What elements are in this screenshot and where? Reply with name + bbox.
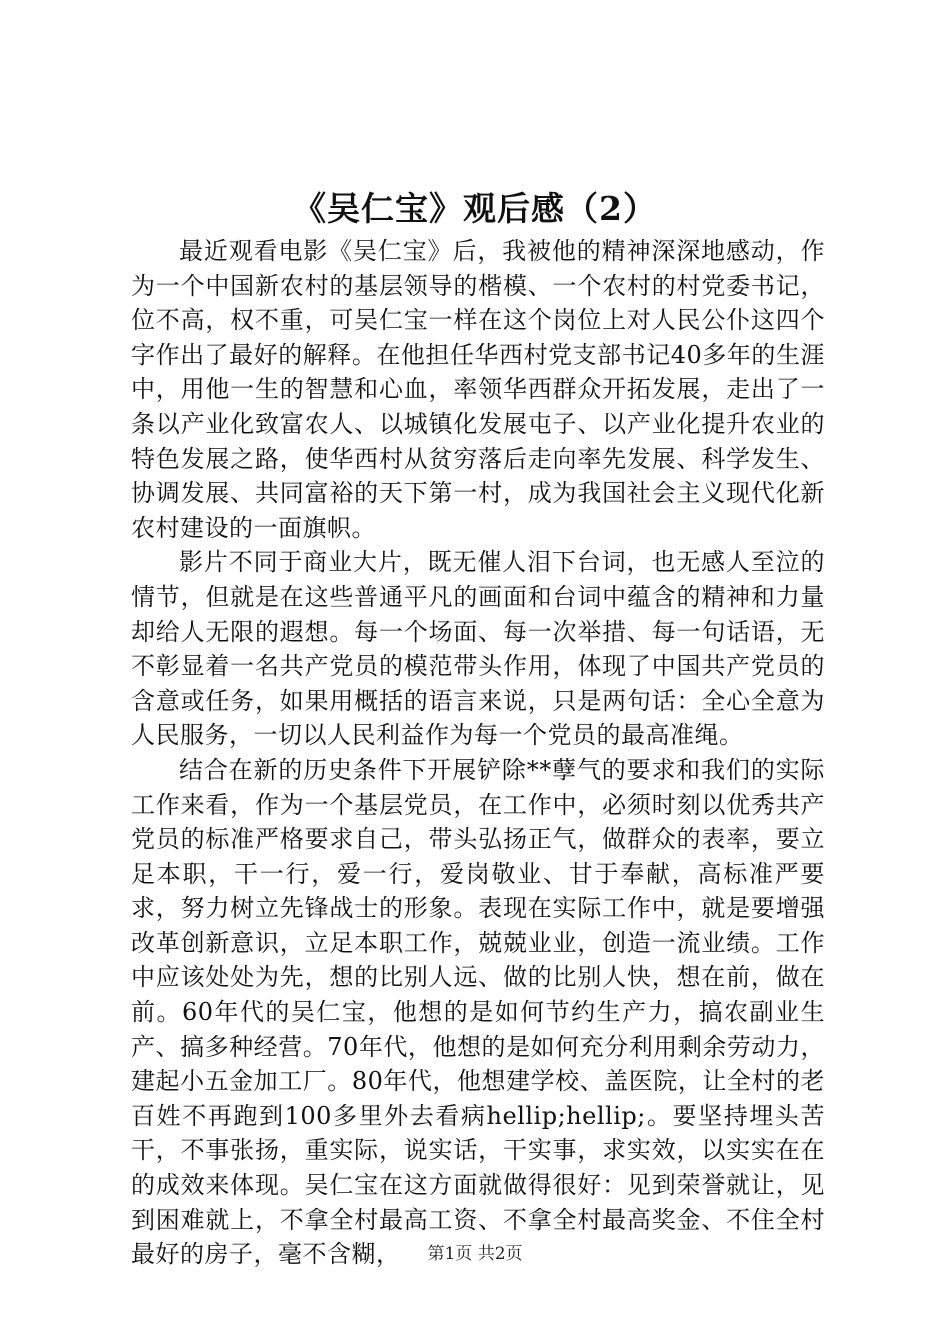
document-title: 《吴仁宝》观后感（2） xyxy=(293,189,657,228)
paragraph-3: 结合在新的历史条件下开展铲除**孽气的要求和我们的实际工作来看，作为一个基层党员，在工作中，必须时刻以优秀共产党员的标准严格要求自己，带头弘扬正气，做群众的表率，要立足本职，干一行，爱一行，爱岗敬业、甘于奉献，高标准严要求，努力树立先锋战士的形象。表现在实际工作中，就是要增强改革创新意识，立足本职工作，兢兢业业，创造一流业绩。工作中应该处处为先，想的比别人远、做的比别人快，想在前，做在前。60年代的吴仁宝，他想的是如何节约生产力，搞农副业生产、搞多种经营。70年代，他想的是如何充分利用剩余劳动力，建起小五金加工厂。80年代，他想建学校、盖医院，让全村的老百姓不再跑到100多里外去看病hellip;hellip;。要坚持埋头苦干，不事张扬，重实际，说实话，干实事，求实效，以实实在在的成效来体现。吴仁宝在这方面就做得很好：见到荣誉就让，见到困难就上，不拿全村最高工资、不拿全村最高奖金、不住全村最好的房子，毫不含糊， xyxy=(131,755,825,1269)
document-body xyxy=(131,234,825,1272)
paragraph-2: 影片不同于商业大片，既无催人泪下台词，也无感人至泣的情节，但就是在这些普通平凡的画面和台词中蕴含的精神和力量却给人无限的遐想。每一个场面、每一次举措、每一句话语，无不彰显着一名共产党员的模范带头作用，体现了中国共产党员的含意或任务，如果用概括的语言来说，只是两句话：全心全意为人民服务，一切以人民利益作为每一个党员的最高准绳。 xyxy=(131,548,825,750)
paragraph-1: 最近观看电影《吴仁宝》后，我被他的精神深深地感动，作为一个中国新农村的基层领导的楷模、一个农村的村党委书记，位不高，权不重，可吴仁宝一样在这个岗位上对人民公仆这四个字作出了最好的解释。在他担任华西村党支部书记40多年的生涯中，用他一生的智慧和心血，率领华西群众开拓发展，走出了一条以产业化致富农人、以城镇化发展屯子、以产业化提升农业的特色发展之路，使华西村从贫穷落后走向率先发展、科学发生、协调发展、共同富裕的天下第一村，成为我国社会主义现代化新农村建设的一面旗帜。 xyxy=(131,237,825,542)
page-number-footer: 第1页 共2页 xyxy=(427,1244,523,1264)
